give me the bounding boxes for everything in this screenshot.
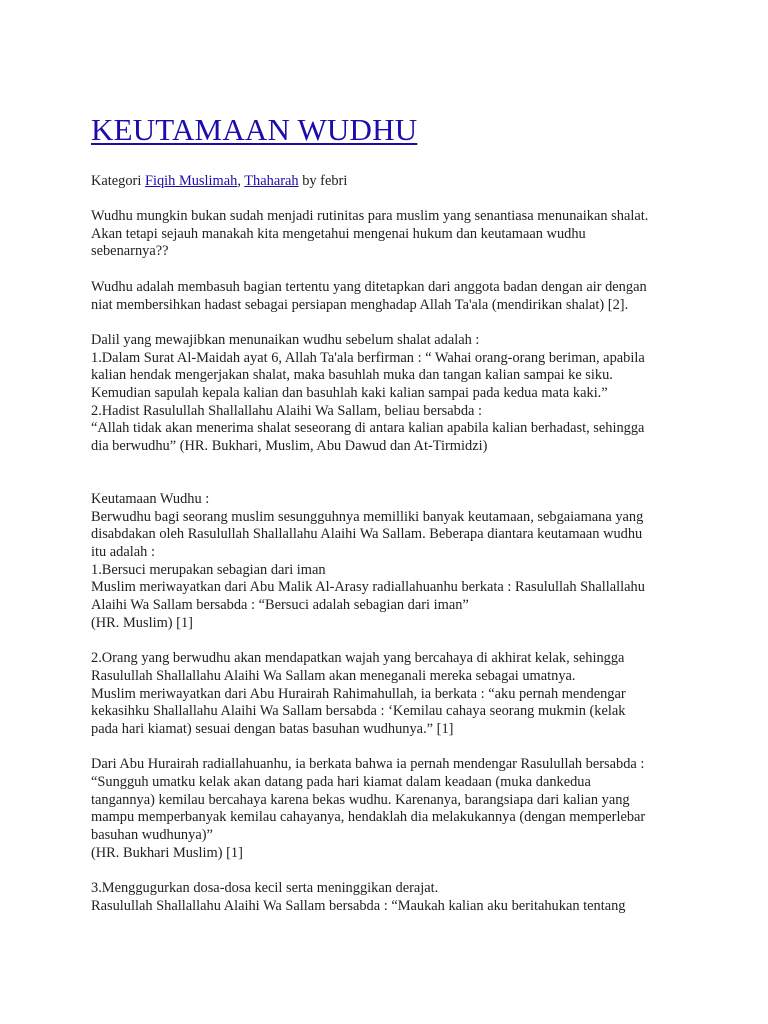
- text-line: (HR. Bukhari Muslim) [1]: [91, 844, 243, 861]
- text-line: niat membersihkan hadast sebagai persiapan menghadap Allah Ta'ala (mendirikan shalat) [2].: [91, 296, 629, 313]
- article-meta: [91, 172, 681, 190]
- text-line: basuhan wudhunya)”: [91, 827, 213, 844]
- text-line: Wudhu mungkin bukan sudah menjadi rutinitas para muslim yang senantiasa menunaikan shalat.: [91, 208, 649, 224]
- text-line: pada hari kiamat) sesuai dengan batas basuhan wudhunya.” [1]: [91, 720, 454, 737]
- text-line: Wudhu adalah membasuh bagian tertentu yang ditetapkan dari anggota badan dengan air dengan: [91, 278, 647, 295]
- text-line: Muslim meriwayatkan dari Abu Hurairah Rahimahullah, ia berkata : “aku pernah mendengar: [91, 685, 626, 702]
- text-line: Dari Abu Hurairah radiallahuanhu, ia berkata bahwa ia pernah mendengar Rasulullah bersabda :: [91, 756, 645, 773]
- text-line: Akan tetapi sejauh manakah kita mengetahui mengenai hukum dan keutamaan wudhu: [91, 225, 586, 242]
- paragraph-keutamaan: [91, 491, 681, 633]
- paragraph-point-3: [91, 880, 681, 915]
- text-line: dia berwudhu” (HR. Bukhari, Muslim, Abu Dawud dan At-Tirmidzi): [91, 438, 488, 455]
- paragraph-definition: [91, 279, 681, 314]
- text-line: 3.Menggugurkan dosa-dosa kecil serta meninggikan derajat.: [91, 880, 439, 897]
- text-line: kekasihku Shallallahu Alaihi Wa Sallam bersabda : ‘Kemilau cahaya seorang mukmin (kelak: [91, 703, 626, 720]
- article-title-link[interactable]: KEUTAMAAN WUDHU: [91, 112, 418, 147]
- text-line: kalian hendak mengerjakan shalat, maka basuhlah muka dan tangan kalian sampai ke siku.: [91, 367, 613, 384]
- text-line: Rasulullah Shallallahu Alaihi Wa Sallam akan meneganali mereka sebagai umatnya.: [91, 667, 576, 684]
- category-link-fiqih-muslimah[interactable]: Fiqih Muslimah: [144, 173, 238, 189]
- meta-prefix: Kategori: [91, 173, 145, 189]
- text-line: 1.Bersuci merupakan sebagian dari iman: [91, 561, 326, 578]
- meta-author: by febri: [298, 173, 348, 189]
- text-line: 2.Orang yang berwudhu akan mendapatkan wajah yang bercahaya di akhirat kelak, sehingga: [91, 650, 625, 667]
- article-title: [91, 108, 681, 152]
- paragraph-dalil: [91, 332, 681, 456]
- text-line: mampu memperbanyak kemilau cahayanya, hendaklah dia melakukannya (dengan memperlebar: [91, 809, 646, 826]
- paragraph-hadith-abu-hurairah: [91, 756, 681, 862]
- text-line: “Allah tidak akan menerima shalat seseorang di antara kalian apabila kalian berhadast, sehingga: [91, 420, 645, 437]
- text-line: Dalil yang mewajibkan menunaikan wudhu sebelum shalat adalah :: [91, 331, 480, 348]
- text-line: disabdakan oleh Rasulullah Shallallahu Alaihi Wa Sallam. Beberapa diantara keutamaan wudhu: [91, 526, 643, 543]
- text-line: (HR. Muslim) [1]: [91, 614, 193, 631]
- text-line: “Sungguh umatku kelak akan datang pada hari kiamat dalam keadaan (muka dankedua: [91, 774, 591, 791]
- meta-separator: ,: [237, 173, 245, 189]
- paragraph-intro: [91, 208, 681, 261]
- text-line: itu adalah :: [91, 543, 155, 560]
- text-line: 2.Hadist Rasulullah Shallallahu Alaihi Wa Sallam, beliau bersabda :: [91, 402, 483, 419]
- article: [91, 108, 681, 933]
- text-line: Keutamaan Wudhu :: [91, 490, 210, 507]
- paragraph-point-2: [91, 650, 681, 739]
- text-line: Kemudian sapulah kepala kalian dan basuhlah kaki kalian sampai pada kedua mata kaki.”: [91, 385, 608, 401]
- text-line: Alaihi Wa Sallam bersabda : “Bersuci adalah sebagian dari iman”: [91, 597, 469, 614]
- text-line: tangannya) kemilau bercahaya karena bekas wudhu. Karenanya, barangsiapa dari kalian yang: [91, 791, 630, 808]
- text-line: Berwudhu bagi seorang muslim sesungguhnya memilliki banyak keutamaan, sebgaiamana yang: [91, 508, 644, 525]
- text-line: 1.Dalam Surat Al-Maidah ayat 6, Allah Ta'ala berfirman : “ Wahai orang-orang beriman, apabila: [91, 349, 645, 366]
- text-line: Rasulullah Shallallahu Alaihi Wa Sallam bersabda : “Maukah kalian aku beritahukan tentang: [91, 897, 626, 914]
- category-link-thaharah[interactable]: Thaharah: [244, 173, 299, 189]
- text-line: sebenarnya??: [91, 243, 169, 260]
- text-line: Muslim meriwayatkan dari Abu Malik Al-Arasy radiallahuanhu berkata : Rasulullah Shallallahu: [91, 579, 645, 596]
